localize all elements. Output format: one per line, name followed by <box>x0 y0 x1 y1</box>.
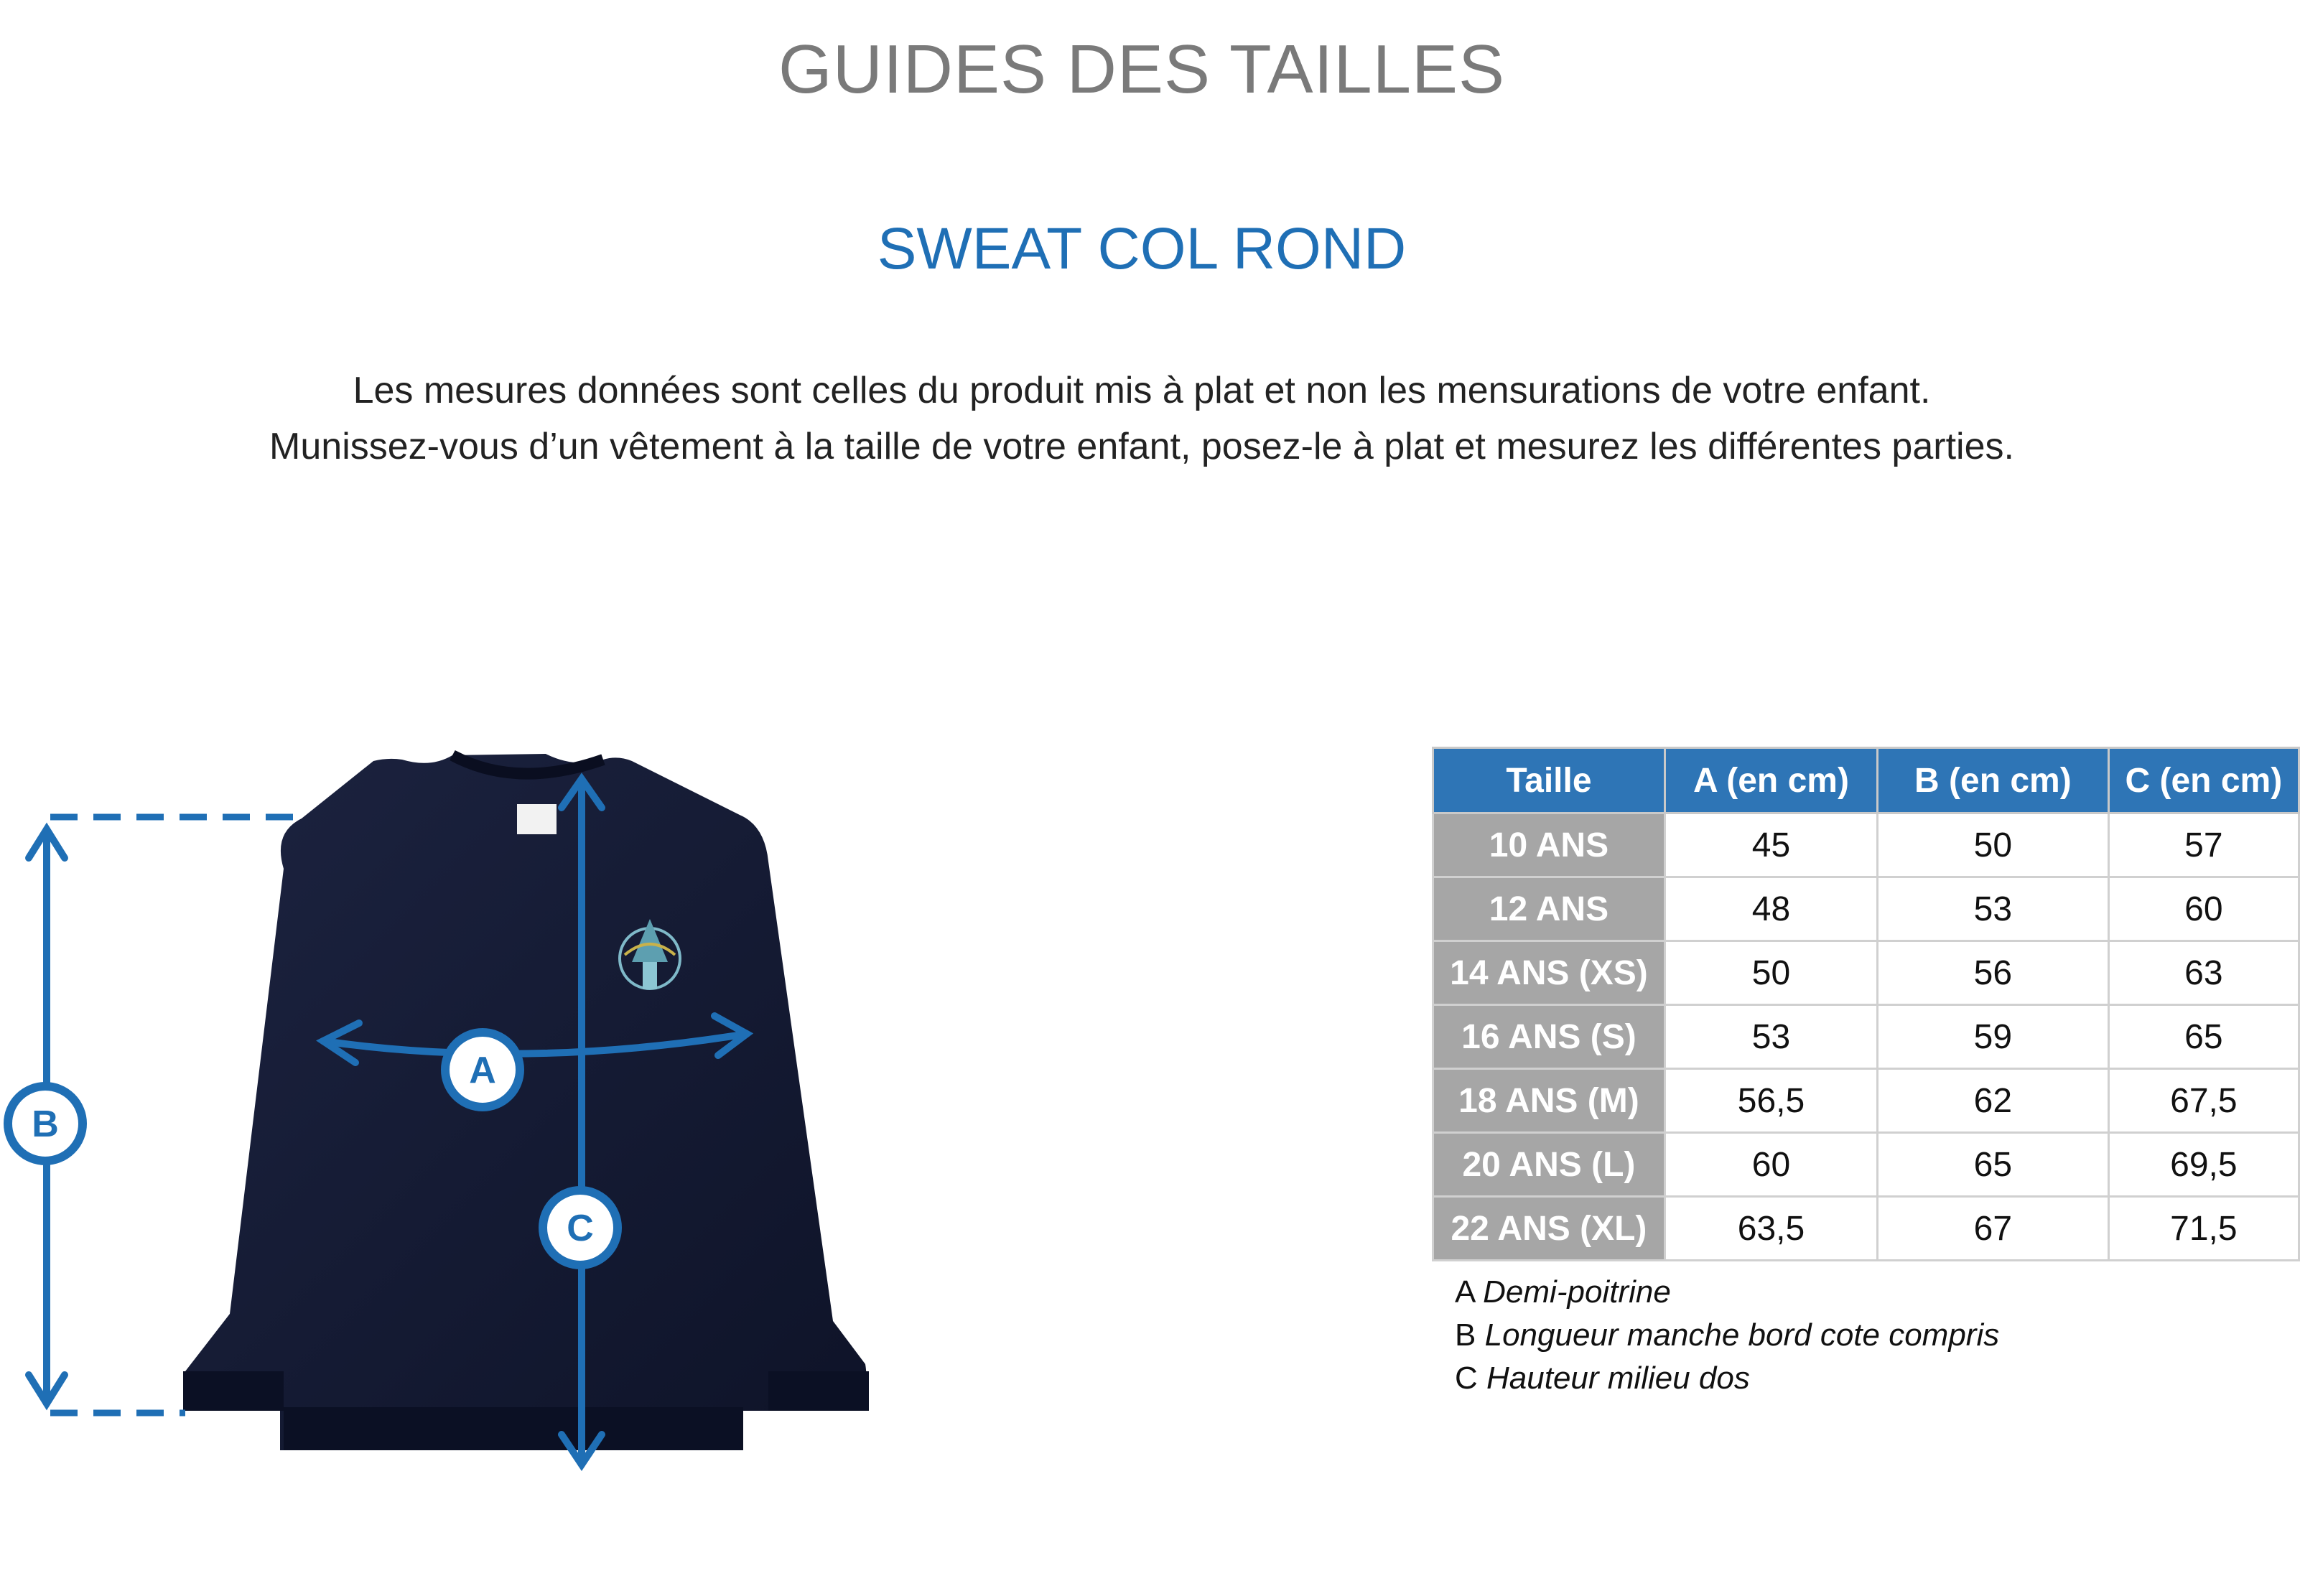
value-a: 53 <box>1665 1005 1877 1069</box>
intro-line-2: Munissez-vous d’un vêtement à la taille de votre enfant, posez-le à plat et mesurez les différentes parties. <box>269 426 2014 467</box>
table-row <box>1433 1197 2299 1261</box>
size-cell: 16 ANS (S) <box>1433 1005 1665 1069</box>
header-b: B (en cm) <box>1878 748 2109 813</box>
header-c: C (en cm) <box>2108 748 2299 813</box>
legend-description: Demi-poitrine <box>1483 1274 1671 1310</box>
size-cell: 12 ANS <box>1433 877 1665 941</box>
value-a: 45 <box>1665 813 1877 877</box>
header-a: A (en cm) <box>1665 748 1877 813</box>
value-b: 56 <box>1878 941 2109 1005</box>
sweatshirt-measure-diagram <box>0 739 933 1508</box>
legend-key: A <box>1455 1274 1474 1310</box>
value-a: 50 <box>1665 941 1877 1005</box>
value-b: 53 <box>1878 877 2109 941</box>
value-b: 62 <box>1878 1069 2109 1133</box>
size-cell: 14 ANS (XS) <box>1433 941 1665 1005</box>
intro-line-1: Les mesures données sont celles du produit mis à plat et non les mensurations de votre enfant. <box>353 370 1931 411</box>
legend-key: C <box>1455 1361 1478 1396</box>
right-cuff <box>768 1371 869 1411</box>
size-cell: 18 ANS (M) <box>1433 1069 1665 1133</box>
table-row <box>1433 1069 2299 1133</box>
value-a: 56,5 <box>1665 1069 1877 1133</box>
marker-a <box>445 1032 520 1107</box>
marker-b-label: B <box>32 1103 59 1145</box>
legend-key: B <box>1455 1317 1476 1353</box>
product-subtitle: SWEAT COL ROND <box>877 216 1407 281</box>
size-cell: 22 ANS (XL) <box>1433 1197 1665 1261</box>
table-header-row <box>1433 748 2299 813</box>
legend-description: Longueur manche bord cote compris <box>1484 1317 2000 1353</box>
marker-b <box>8 1086 83 1161</box>
table-row <box>1433 1133 2299 1197</box>
legend-description: Hauteur milieu dos <box>1486 1361 1750 1396</box>
size-cell: 10 ANS <box>1433 813 1665 877</box>
table-row <box>1433 941 2299 1005</box>
legend-item-c <box>1455 1357 1999 1400</box>
value-c: 60 <box>2108 877 2299 941</box>
table-row <box>1433 877 2299 941</box>
value-a: 48 <box>1665 877 1877 941</box>
value-c: 71,5 <box>2108 1197 2299 1261</box>
value-a: 60 <box>1665 1133 1877 1197</box>
sweatshirt-shape <box>185 754 867 1450</box>
value-b: 67 <box>1878 1197 2109 1261</box>
legend-item-a <box>1455 1271 1999 1314</box>
marker-c <box>543 1190 618 1265</box>
table-row <box>1433 1005 2299 1069</box>
legend-item-b <box>1455 1314 1999 1357</box>
label-tag <box>517 804 557 834</box>
measurement-legend <box>1455 1271 1999 1400</box>
value-b: 50 <box>1878 813 2109 877</box>
value-c: 63 <box>2108 941 2299 1005</box>
value-c: 57 <box>2108 813 2299 877</box>
value-b: 59 <box>1878 1005 2109 1069</box>
waist-band <box>284 1407 743 1450</box>
value-a: 63,5 <box>1665 1197 1877 1261</box>
page-title: GUIDES DES TAILLES <box>778 31 1506 108</box>
header-size: Taille <box>1433 748 1665 813</box>
value-c: 69,5 <box>2108 1133 2299 1197</box>
marker-a-label: A <box>469 1050 496 1091</box>
intro-text <box>0 363 2283 475</box>
size-table <box>1432 747 2300 1261</box>
size-cell: 20 ANS (L) <box>1433 1133 1665 1197</box>
table-row <box>1433 813 2299 877</box>
value-c: 65 <box>2108 1005 2299 1069</box>
marker-c-label: C <box>567 1208 594 1249</box>
left-cuff <box>183 1371 284 1411</box>
value-b: 65 <box>1878 1133 2109 1197</box>
value-c: 67,5 <box>2108 1069 2299 1133</box>
